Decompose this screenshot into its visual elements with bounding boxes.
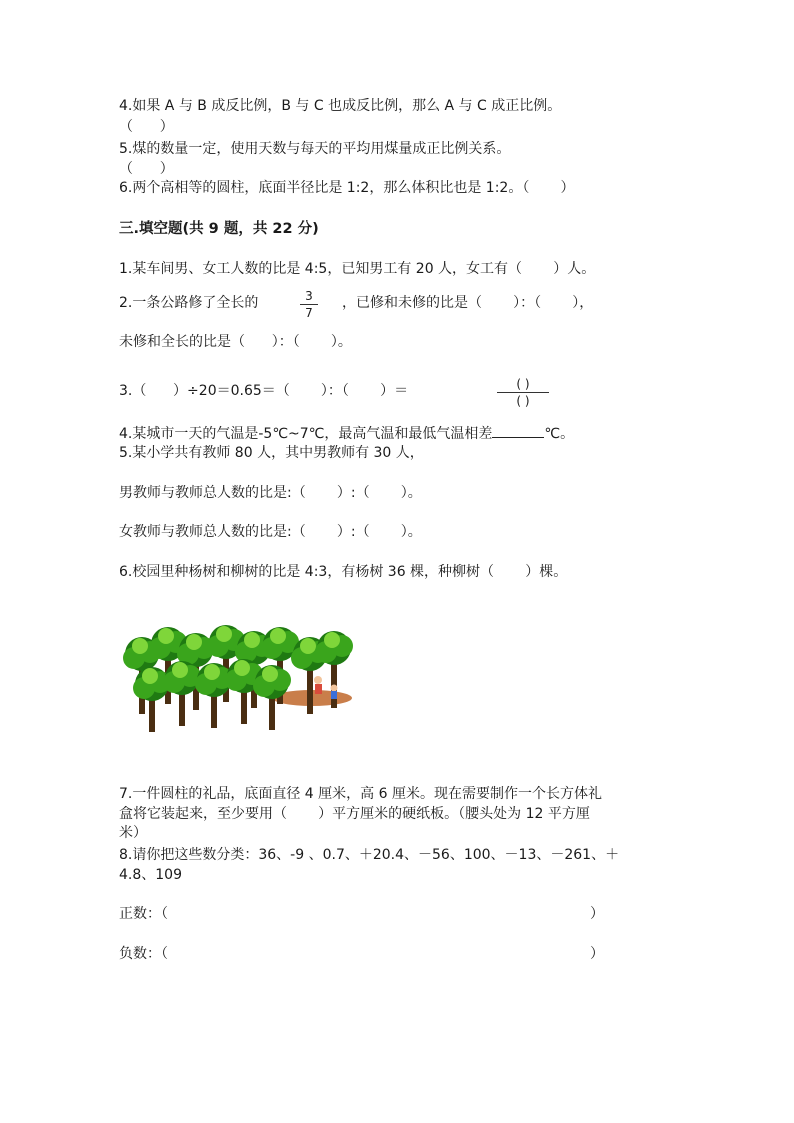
fill-item-8-line2: 4.8、109 xyxy=(119,867,182,883)
section-title: 三.填空题(共 9 题，共 22 分) xyxy=(119,221,319,237)
tree-highlight xyxy=(270,628,286,644)
fill-item-5: 5.某小学共有教师 80 人，其中男教师有 30 人， xyxy=(119,445,424,461)
fraction-bar xyxy=(497,392,549,393)
positive-close: ） xyxy=(590,906,604,922)
fill-item-6: 6.校园里种杨树和柳树的比是 4:3，有杨树 36 棵，种柳树（ ）棵。 xyxy=(119,564,568,580)
negative-close: ） xyxy=(590,946,604,962)
tree-trunk xyxy=(269,696,275,730)
tree-highlight xyxy=(204,664,220,680)
fill-item-8-line1: 8.请你把这些数分类：36、-9 、0.7、＋20.4、－56、100、－13、－261、＋ xyxy=(119,847,620,863)
tree-highlight xyxy=(244,632,260,648)
fill-item-2-part1: 2.一条公路修了全长的 xyxy=(119,295,259,311)
tree-highlight xyxy=(234,660,250,676)
fraction-blank[interactable] xyxy=(497,377,549,408)
tree-illustration xyxy=(122,614,358,734)
tree-trunk xyxy=(211,694,217,728)
judge-item-5: 5.煤的数量一定，使用天数与每天的平均用煤量成正比例关系。 xyxy=(119,141,511,157)
judge-item-4-answer[interactable]: （ ） xyxy=(119,119,174,135)
fill-item-1: 1.某车间男、女工人数的比是 4:5，已知男工有 20 人，女工有（ ）人。 xyxy=(119,261,596,277)
fill-item-3: 3.（ ）÷20＝0.65＝（ ）：（ ）＝ xyxy=(119,383,409,399)
judge-item-6: 6.两个高相等的圆柱，底面半径比是 1:2，那么体积比也是 1:2。（ ） xyxy=(119,180,575,196)
fraction-3-7 xyxy=(300,289,318,320)
tree-trunk xyxy=(241,690,247,724)
tree-highlight xyxy=(324,632,340,648)
tree-highlight xyxy=(186,634,202,650)
judge-item-4: 4.如果 A 与 B 成反比例，B 与 C 也成反比例，那么 A 与 C 成正比例。 xyxy=(119,98,562,114)
fill-item-5-male: 男教师与教师总人数的比是:（ ）:（ ）。 xyxy=(119,485,422,501)
tree-highlight xyxy=(132,638,148,654)
tree-trunk xyxy=(149,698,155,732)
child-figure xyxy=(314,676,322,684)
child-figure xyxy=(331,685,338,692)
child-figure xyxy=(315,684,322,694)
fraction-bar xyxy=(300,304,318,305)
fraction-numerator: 3 xyxy=(305,289,313,303)
fill-item-5-female: 女教师与教师总人数的比是:（ ）:（ ）。 xyxy=(119,524,422,540)
fill-item-4 xyxy=(119,423,574,444)
negative-label: 负数：（ xyxy=(119,946,168,962)
tree-highlight xyxy=(216,626,232,642)
tree-highlight xyxy=(142,668,158,684)
fill-item-7-line2: 盒将它装起来，至少要用（ ）平方厘米的硬纸板。（腰头处为 12 平方厘 xyxy=(119,806,590,822)
judge-item-5-answer[interactable]: （ ） xyxy=(119,161,174,177)
child-figure xyxy=(331,691,337,699)
fill-item-4-text: 4.某城市一天的气温是-5℃~7℃，最高气温和最低气温相差 xyxy=(119,426,493,442)
fill-item-7-line3: 米） xyxy=(119,825,147,841)
tree-highlight xyxy=(262,666,278,682)
tree-highlight xyxy=(172,662,188,678)
fraction-blank-denominator: ( ) xyxy=(516,394,530,408)
fill-item-2-part3: 未修和全长的比是（ ）：（ ）。 xyxy=(119,334,352,350)
tree-trunk xyxy=(307,668,313,714)
fill-item-2-part2: ，已修和未修的比是（ ）：（ ）， xyxy=(342,295,594,311)
fill-item-4-unit: ℃。 xyxy=(544,426,575,442)
positive-label: 正数：（ xyxy=(119,906,168,922)
temperature-blank[interactable] xyxy=(492,423,544,438)
tree-trunk xyxy=(179,692,185,726)
fraction-denominator: 7 xyxy=(305,306,313,320)
fill-item-7-line1: 7.一件圆柱的礼品，底面直径 4 厘米，高 6 厘米。现在需要制作一个长方体礼 xyxy=(119,786,602,802)
tree-highlight xyxy=(300,638,316,654)
fraction-blank-numerator: ( ) xyxy=(516,377,530,391)
tree-highlight xyxy=(158,628,174,644)
